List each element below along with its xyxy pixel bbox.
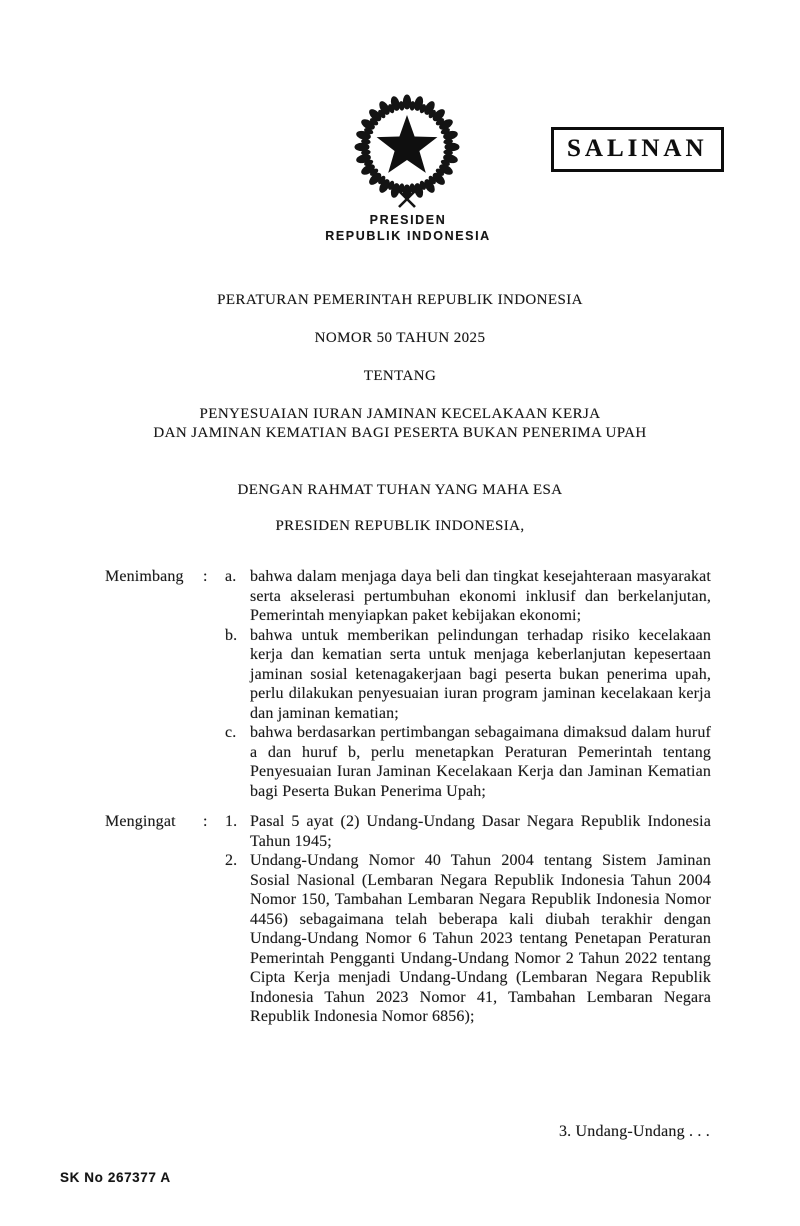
letterhead-presiden: PRESIDEN [369,213,447,227]
letterhead-republik-indonesia: REPUBLIK INDONESIA [325,228,491,243]
item-marker: 1. [225,813,238,830]
mengingat-label: Mengingat [105,813,176,830]
list-item [225,812,711,851]
item-marker: c. [225,724,237,741]
item-text: bahwa untuk memberikan pelindungan terhadap risiko kecelakaan kerja dan kematian serta untuk menjaga keberlanjutan kepesertaan jaminan sosial ketenagakerjaan bagi peserta bukan penerima upah, perlu dilakukan penyesuaian iuran program jaminan kecelakaan kerja dan jaminan kematian; [250,626,711,722]
mengingat-items [225,812,711,1027]
menimbang-colon: : [203,568,208,585]
letterhead [258,213,558,244]
clause-body [105,567,711,1027]
presidential-star-wreath-emblem [353,90,461,212]
menimbang-clause [105,567,711,801]
title-block [0,292,800,535]
list-item [225,851,711,1027]
regulation-title: PERATURAN PEMERINTAH REPUBLIK INDONESIA [217,292,583,308]
item-text: Pasal 5 ayat (2) Undang-Undang Dasar Negara Republik Indonesia Tahun 1945; [250,813,711,850]
mengingat-colon: : [203,813,208,830]
subject-line-2: DAN JAMINAN KEMATIAN BAGI PESERTA BUKAN PENERIMA UPAH [153,425,647,441]
regulation-number: NOMOR 50 TAHUN 2025 [314,330,486,346]
list-item [225,723,711,801]
item-marker: b. [225,626,238,644]
item-marker: a. [225,568,237,585]
list-item [225,567,711,626]
menimbang-items [225,567,711,801]
item-marker: 2. [225,852,238,869]
star-icon [377,115,438,173]
menimbang-label: Menimbang [105,568,184,585]
item-text: Undang-Undang Nomor 40 Tahun 2004 tentang Sistem Jaminan Sosial Nasional (Lembaran Negara Republik Indonesia Tahun 2004 Nomor 150, Tambahan Lembaran Negara Republik Indonesia Nomor 4456) sebagaimana telah beberapa kali diubah terakhir dengan Undang-Undang Nomor 6 Tahun 2023 tentang Penetapan Peraturan Pemerintah Pengganti Undang-Undang Nomor 2 Tahun 2022 tentang Cipta Kerja menjadi Undang-Undang (Lembaran Negara Republik Indonesia Tahun 2023 Nomor 41, Tambahan Lembaran Negara Republik Indonesia Nomor 6856); [250,852,711,1025]
salinan-stamp: SALINAN [551,127,724,172]
invocation-line: DENGAN RAHMAT TUHAN YANG MAHA ESA [237,482,563,498]
item-text: bahwa berdasarkan pertimbangan sebagaimana dimaksud dalam huruf a dan huruf b, perlu menetapkan Peraturan Pemerintah tentang Penyesuaian Iuran Jaminan Kecelakaan Kerja dan Jaminan Kematian bagi Peserta Bukan Penerima Upah; [250,724,711,800]
list-item [225,626,711,724]
mengingat-clause [105,812,711,1027]
document-code: SK No 267377 A [60,1170,171,1185]
authority-line: PRESIDEN REPUBLIK INDONESIA, [275,518,525,534]
catchword: 3. Undang-Undang . . . [558,1123,710,1140]
item-text: bahwa dalam menjaga daya beli dan tingkat kesejahteraan masyarakat serta akselerasi pertumbuhan ekonomi inklusif dan berkelanjutan, Pemerintah menyiapkan paket kebijakan ekonomi; [250,568,711,624]
subject-line-1: PENYESUAIAN IURAN JAMINAN KECELAKAAN KERJA [199,406,601,422]
tentang-label: TENTANG [363,368,437,384]
